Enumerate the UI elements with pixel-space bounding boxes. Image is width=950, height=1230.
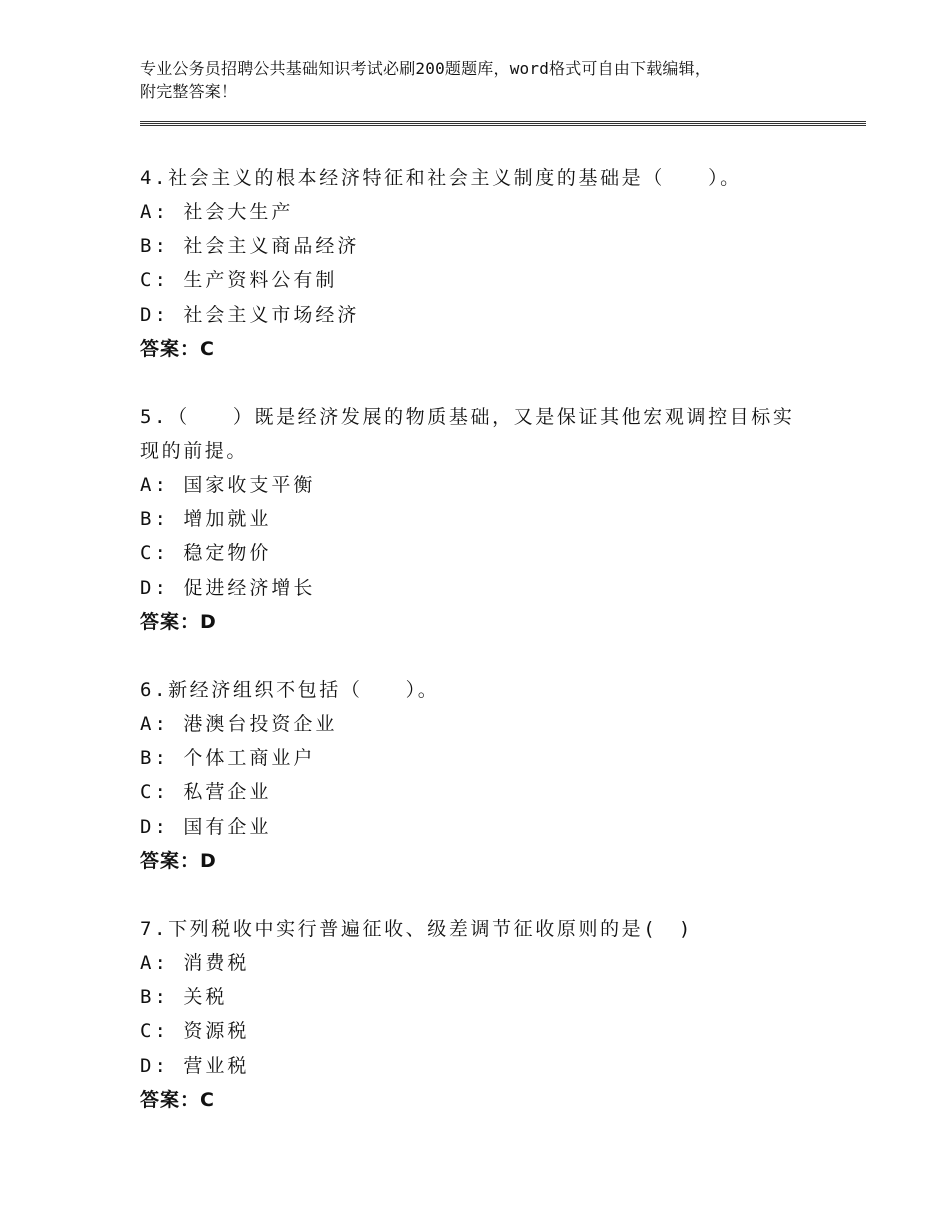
header-divider-line (140, 123, 866, 124)
option-d: D: 国有企业 (140, 815, 272, 838)
option-b: B: 个体工商业户 (140, 747, 316, 770)
question-stem-continuation: 现的前提。 (140, 440, 249, 462)
question-stem: 5.（ ）既是经济发展的物质基础，又是保证其他宏观调控目标实 (140, 406, 795, 428)
header-line-2: 附完整答案！ (140, 82, 238, 101)
question-stem: 4.社会主义的根本经济特征和社会主义制度的基础是（ ）。 (140, 167, 742, 189)
document-header (140, 57, 840, 103)
option-b: B: 社会主义商品经济 (140, 235, 360, 258)
answer-line: 答案：C (140, 337, 215, 360)
question-6 (140, 673, 840, 878)
option-a: A: 社会大生产 (140, 201, 294, 223)
option-d: D: 社会主义市场经济 (140, 303, 360, 326)
answer-line: 答案：D (140, 610, 217, 633)
option-b: B: 关税 (140, 986, 228, 1009)
answer-line: 答案：C (140, 1088, 215, 1111)
question-stem: 7.下列税收中实行普遍征收、级差调节征收原则的是( ) (140, 918, 693, 940)
option-d: D: 营业税 (140, 1054, 250, 1077)
header-line-1: 专业公务员招聘公共基础知识考试必刷200题题库，word格式可自由下载编辑， (140, 59, 712, 78)
question-7 (140, 912, 840, 1117)
option-c: C: 生产资料公有制 (140, 269, 338, 292)
option-c: C: 资源税 (140, 1020, 250, 1043)
question-stem: 6.新经济组织不包括（ ）。 (140, 679, 440, 701)
option-a: A: 国家收支平衡 (140, 474, 316, 496)
option-c: C: 稳定物价 (140, 542, 272, 565)
header-divider-line (140, 125, 866, 126)
option-d: D: 促进经济增长 (140, 576, 316, 599)
header-divider-line (140, 121, 866, 122)
answer-line: 答案：D (140, 849, 217, 872)
option-a: A: 消费税 (140, 952, 250, 974)
option-a: A: 港澳台投资企业 (140, 713, 338, 735)
question-4 (140, 161, 840, 366)
option-b: B: 增加就业 (140, 508, 272, 531)
option-c: C: 私营企业 (140, 781, 272, 804)
question-5 (140, 400, 840, 639)
